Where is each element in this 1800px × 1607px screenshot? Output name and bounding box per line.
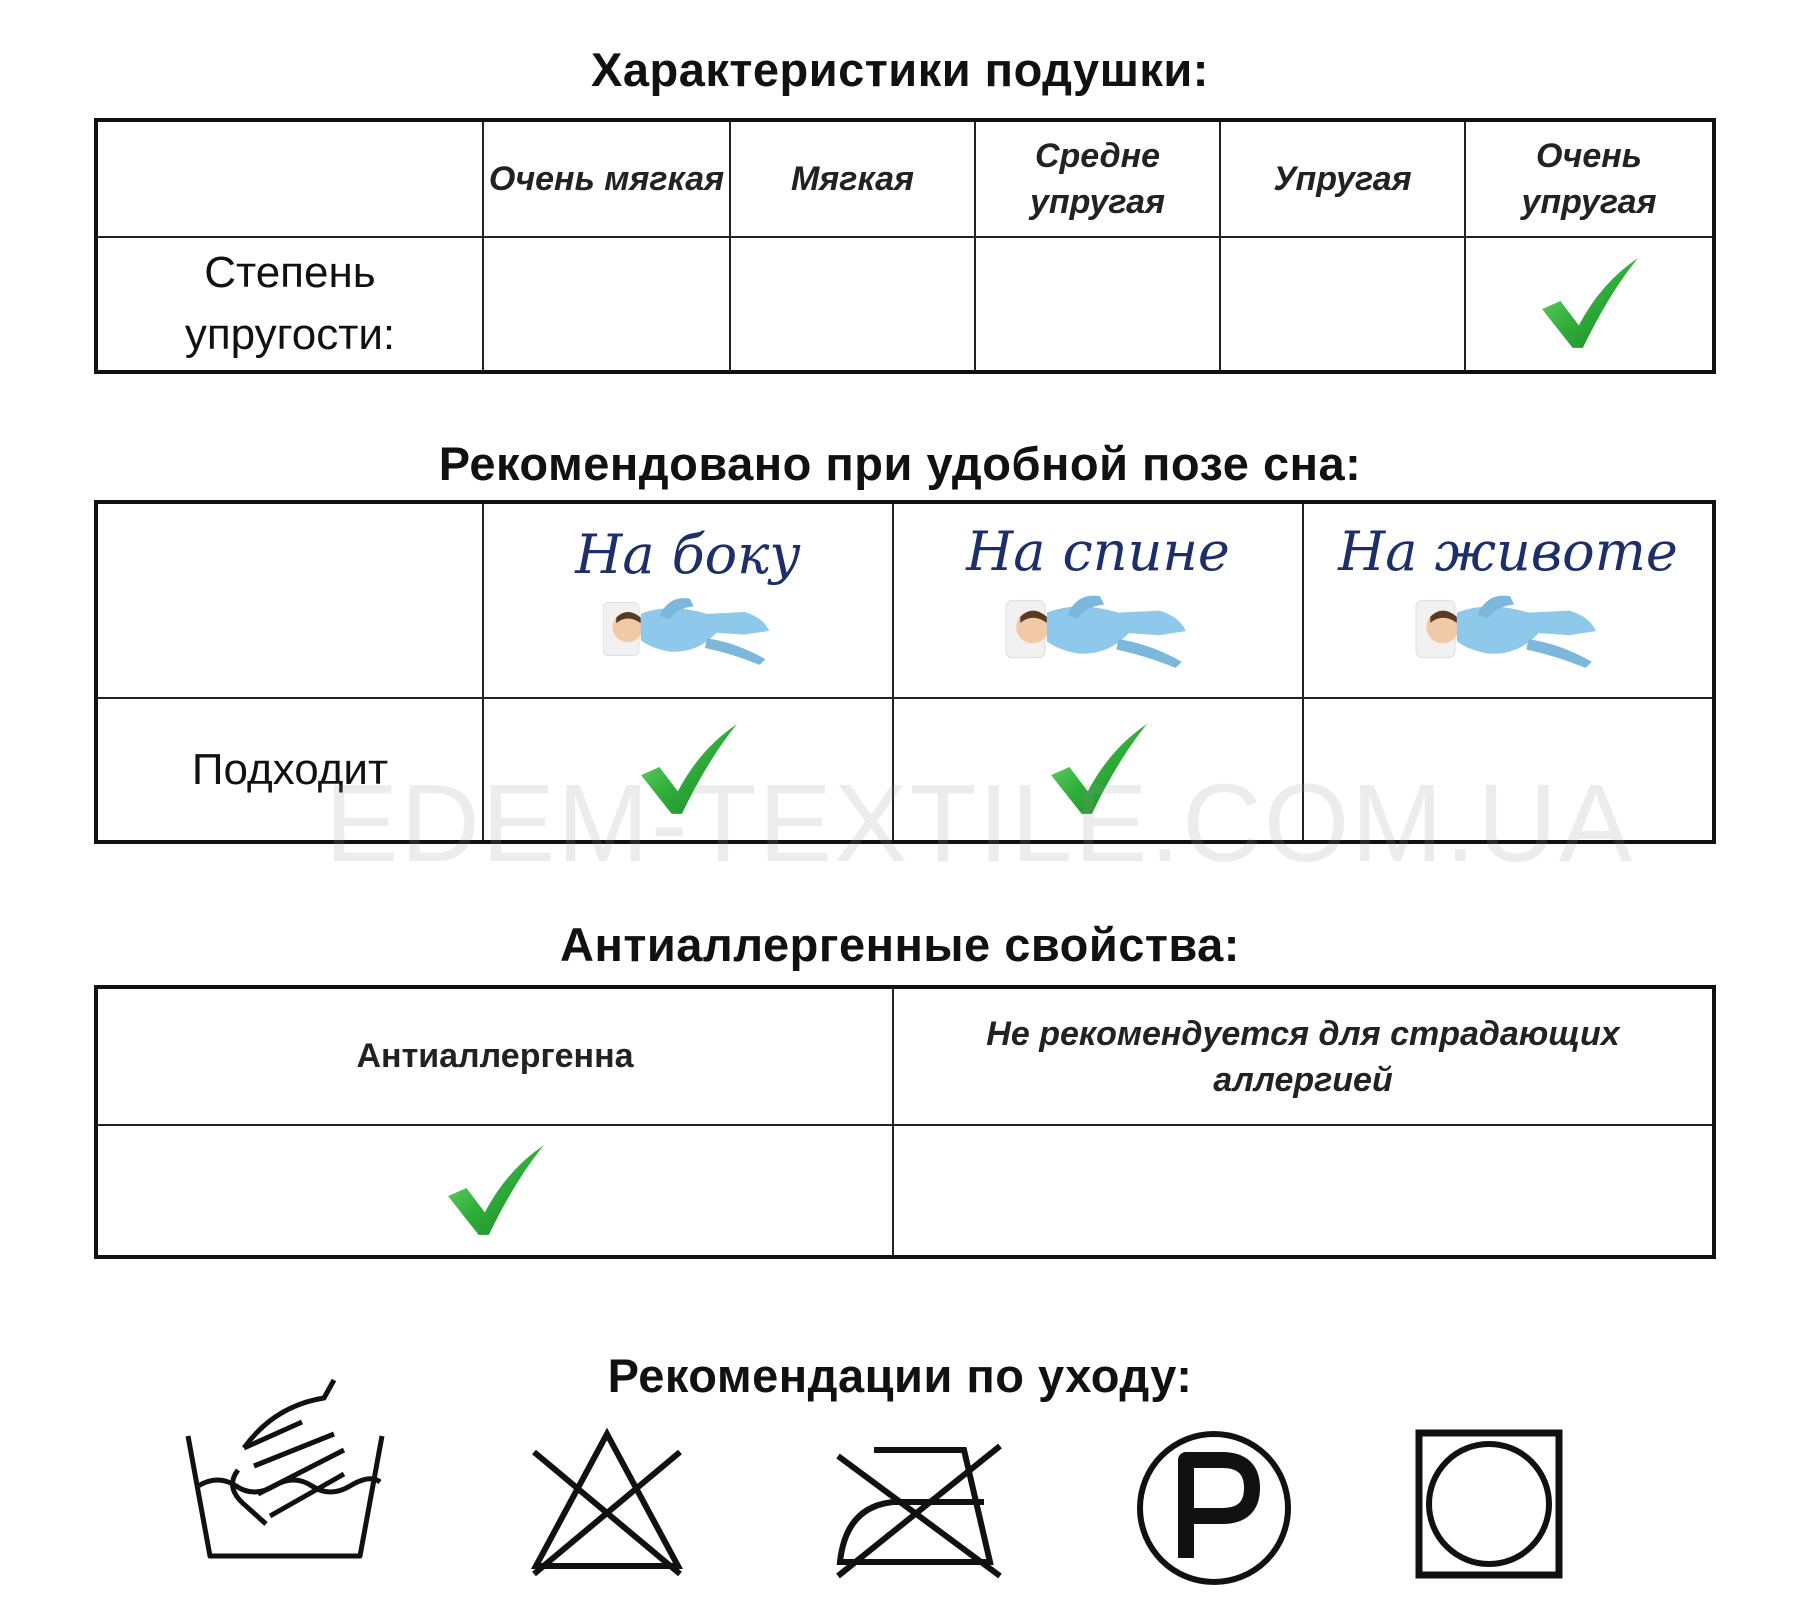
firmness-cell-very-firm (1465, 237, 1714, 372)
firmness-col-firm: Упругая (1220, 120, 1465, 237)
hand-wash-icon (184, 1378, 394, 1568)
allergy-table (94, 985, 1716, 1259)
pose-row-label: Подходит (96, 698, 483, 842)
firmness-cell-very-soft (483, 237, 730, 372)
section4-title: Рекомендации по уходу: (607, 1349, 1193, 1402)
pose-stomach-cell (1303, 502, 1714, 698)
pose-side-cell (483, 502, 893, 698)
pose-corner-cell (96, 502, 483, 698)
pose-side-title: На боку (575, 523, 801, 586)
check-icon (637, 722, 739, 818)
pose-side-check-cell (483, 698, 893, 842)
firmness-row-label: Степень упругости: (96, 237, 483, 372)
firmness-col-very-soft: Очень мягкая (483, 120, 730, 237)
check-icon (1047, 722, 1149, 818)
no-bleach-icon (528, 1426, 686, 1578)
allergy-cell-hypoallergenic (96, 1125, 893, 1257)
back-sleeper-image (998, 582, 1198, 674)
firmness-cell-firm (1220, 237, 1465, 372)
pose-back-title: На спине (966, 520, 1230, 583)
section3-title: Антиаллергенные свойства: (560, 918, 1240, 971)
dry-clean-p-icon (1134, 1428, 1294, 1588)
firmness-cell-medium (975, 237, 1220, 372)
no-iron-icon (834, 1440, 1004, 1580)
section2-title: Рекомендовано при удобной позе сна: (438, 437, 1362, 490)
side-sleeper-image (603, 585, 773, 671)
firmness-col-medium: Средне упругая (975, 120, 1220, 237)
allergy-cell-not-recommended (893, 1125, 1714, 1257)
pose-back-check-cell (893, 698, 1303, 842)
firmness-table (94, 118, 1716, 374)
allergy-col-not-recommended: Не рекомендуется для страдающих аллергией (893, 987, 1714, 1125)
pose-stomach-check-cell (1303, 698, 1714, 842)
pose-stomach-title: На животе (1338, 520, 1678, 583)
tumble-dry-icon (1414, 1428, 1564, 1580)
firmness-corner-cell (96, 120, 483, 237)
firmness-cell-soft (730, 237, 975, 372)
check-icon (444, 1143, 546, 1239)
allergy-col-hypoallergenic: Антиаллергенна (96, 987, 893, 1125)
watermark-text: EDEM-TEXTILE.COM.UA (325, 762, 1635, 885)
firmness-col-very-firm: Очень упругая (1465, 120, 1714, 237)
check-icon (1538, 256, 1640, 352)
sleep-pose-table (94, 500, 1716, 844)
stomach-sleeper-image (1408, 582, 1608, 674)
firmness-col-soft: Мягкая (730, 120, 975, 237)
pose-back-cell (893, 502, 1303, 698)
section1-title: Характеристики подушки: (591, 43, 1209, 96)
